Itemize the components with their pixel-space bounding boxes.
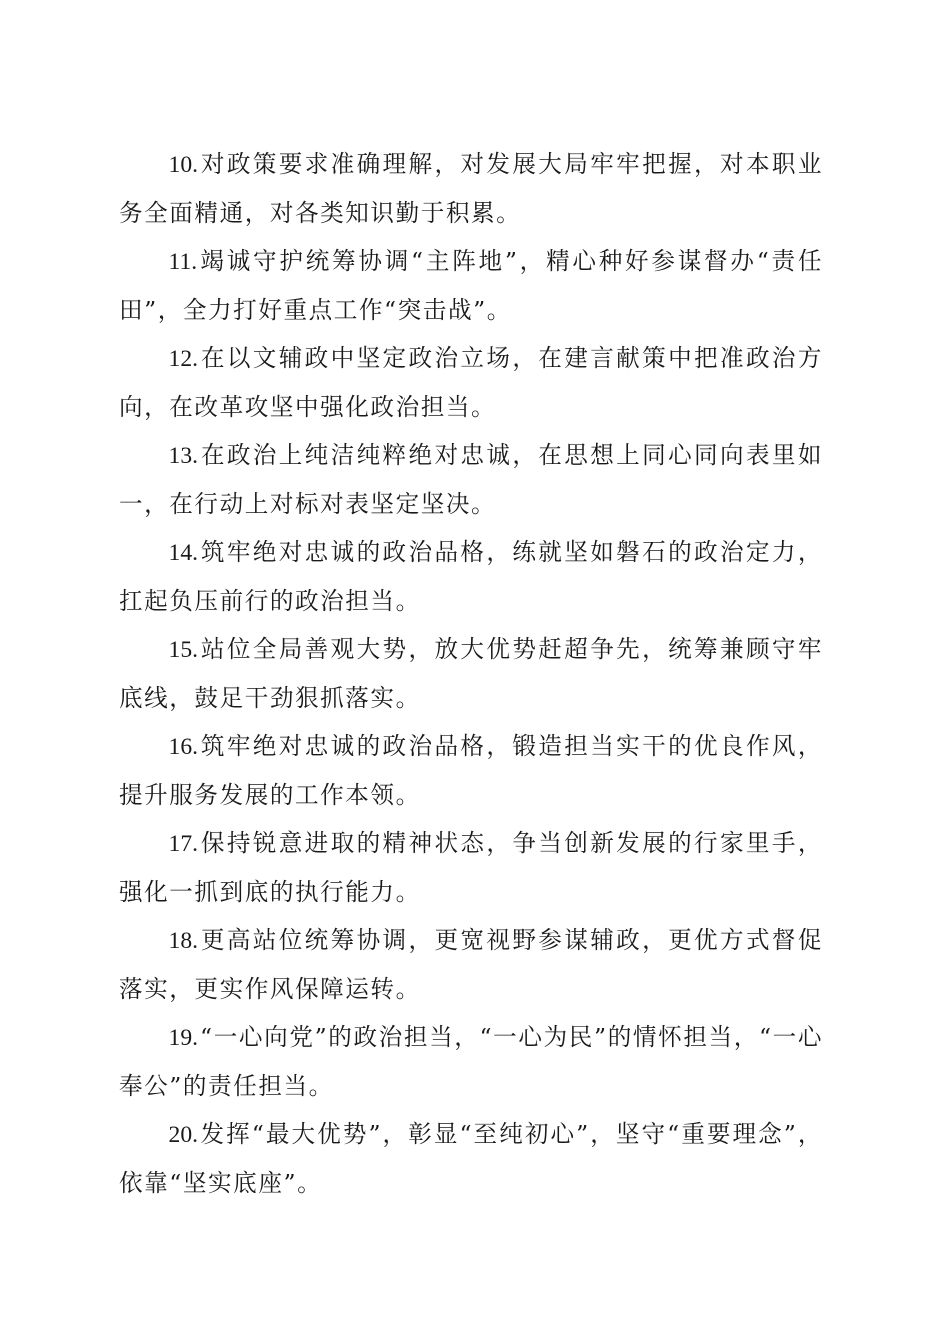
paragraph-number: 15. — [168, 637, 199, 663]
paragraph-number: 18. — [168, 928, 199, 954]
paragraph-number: 19. — [168, 1025, 199, 1051]
paragraph-19 — [119, 1013, 823, 1110]
paragraph-12 — [119, 334, 823, 431]
paragraph-17 — [119, 819, 823, 916]
paragraph-18 — [119, 916, 823, 1013]
paragraph-text: 在政治上纯洁纯粹绝对忠诚，在思想上同心同向表里如一，在行动上对标对表坚定坚决。 — [119, 441, 823, 518]
paragraph-text: 筑牢绝对忠诚的政治品格，练就坚如磐石的政治定力，扛起负压前行的政治担当。 — [119, 538, 823, 615]
paragraph-11 — [119, 237, 823, 334]
paragraph-text: 竭诚守护统筹协调“主阵地”，精心种好参谋督办“责任田”，全力打好重点工作“突击战”。 — [119, 247, 823, 324]
paragraph-14 — [119, 528, 823, 625]
paragraph-text: 筑牢绝对忠诚的政治品格，锻造担当实干的优良作风，提升服务发展的工作本领。 — [119, 732, 823, 809]
paragraph-16 — [119, 722, 823, 819]
paragraph-text: 在以文辅政中坚定政治立场，在建言献策中把准政治方向，在改革攻坚中强化政治担当。 — [119, 344, 823, 421]
paragraph-text: 更高站位统筹协调，更宽视野参谋辅政，更优方式督促落实，更实作风保障运转。 — [119, 926, 823, 1003]
paragraph-text: 发挥“最大优势”，彰显“至纯初心”，坚守“重要理念”，依靠“坚实底座”。 — [119, 1120, 824, 1197]
paragraph-text: 对政策要求准确理解，对发展大局牢牢把握，对本职业务全面精通，对各类知识勤于积累。 — [119, 150, 823, 227]
paragraph-text: 保持锐意进取的精神状态，争当创新发展的行家里手，强化一抓到底的执行能力。 — [119, 829, 823, 906]
paragraph-number: 12. — [168, 346, 199, 372]
paragraph-15 — [119, 625, 823, 722]
paragraph-10 — [119, 140, 823, 237]
paragraph-number: 14. — [168, 540, 199, 566]
paragraph-number: 13. — [168, 443, 199, 469]
paragraph-number: 17. — [168, 831, 199, 857]
paragraph-text: 站位全局善观大势，放大优势赶超争先，统筹兼顾守牢底线，鼓足干劲狠抓落实。 — [119, 635, 823, 712]
paragraph-13 — [119, 431, 823, 528]
paragraph-number: 20. — [168, 1122, 199, 1148]
document-page — [119, 140, 823, 1207]
paragraph-text: “一心向党”的政治担当，“一心为民”的情怀担当，“一心奉公”的责任担当。 — [119, 1023, 823, 1100]
paragraph-number: 16. — [168, 734, 199, 760]
paragraph-20 — [119, 1110, 823, 1207]
paragraph-number: 11. — [168, 249, 198, 275]
paragraph-number: 10. — [168, 152, 199, 178]
